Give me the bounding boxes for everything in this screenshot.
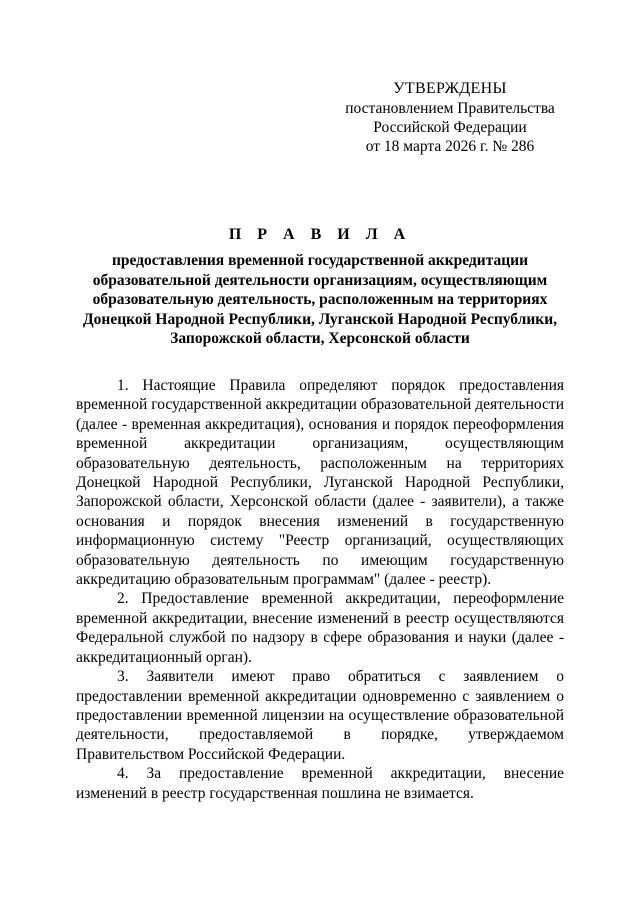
subtitle-line: Донецкой Народной Республики, Луганской Народной Республики, xyxy=(82,310,558,328)
paragraph-2: 2. Предоставление временной аккредитации, переоформление временной аккредитации, внесение изменений в реестр осуществляются Федеральной службой по надзору в сфере образования и науки (далее - аккредитационный орган). xyxy=(76,590,564,666)
approval-line: постановлением Правительства xyxy=(345,100,555,117)
subtitle-line: предоставления временной государственной аккредитации xyxy=(111,252,529,269)
document-title: П Р А В И Л А xyxy=(228,226,412,243)
approval-line: Российской Федерации xyxy=(373,119,527,136)
approval-date-number: от 18 марта 2026 г. № 286 xyxy=(365,138,535,155)
document-subtitle xyxy=(72,251,568,349)
document-body xyxy=(76,376,564,803)
paragraph-1: 1. Настоящие Правила определяют порядок предоставления временной государственной аккредитации образовательной деятельности (далее - временная аккредитация), основания и порядок переоформления временной аккредитации организациям, осуществляющим образовательную деятельность, расположенным на территориях Донецкой Народной Республики, Луганской Народной Республики, Запорожской области, Херсонской области (далее - заявители), а также основания и порядок внесения изменений в государственную информационную систему "Реестр организаций, осуществляющих образовательную деятельность по имеющим государственную аккредитацию образовательным программам" (далее - реестр). xyxy=(76,377,564,589)
subtitle-line: образовательной деятельности организациям, осуществляющим xyxy=(92,271,548,289)
approval-stamp xyxy=(330,79,570,156)
subtitle-line: Запорожской области, Херсонской области xyxy=(170,330,470,347)
paragraph-4: 4. За предоставление временной аккредитации, внесение изменений в реестр государственная пошлина не взимается. xyxy=(76,765,564,802)
subtitle-line: образовательную деятельность, расположенным на территориях xyxy=(92,291,548,308)
paragraph-3: 3. Заявители имеют право обратиться с заявлением о предоставлении временной аккредитации одновременно с заявлением о предоставлении временной лицензии на осуществление образовательной деятельности, предоставляемой в порядке, утверждаемом Правительством Российской Федерации. xyxy=(76,668,564,763)
approval-title: УТВЕРЖДЕНЫ xyxy=(393,80,507,97)
